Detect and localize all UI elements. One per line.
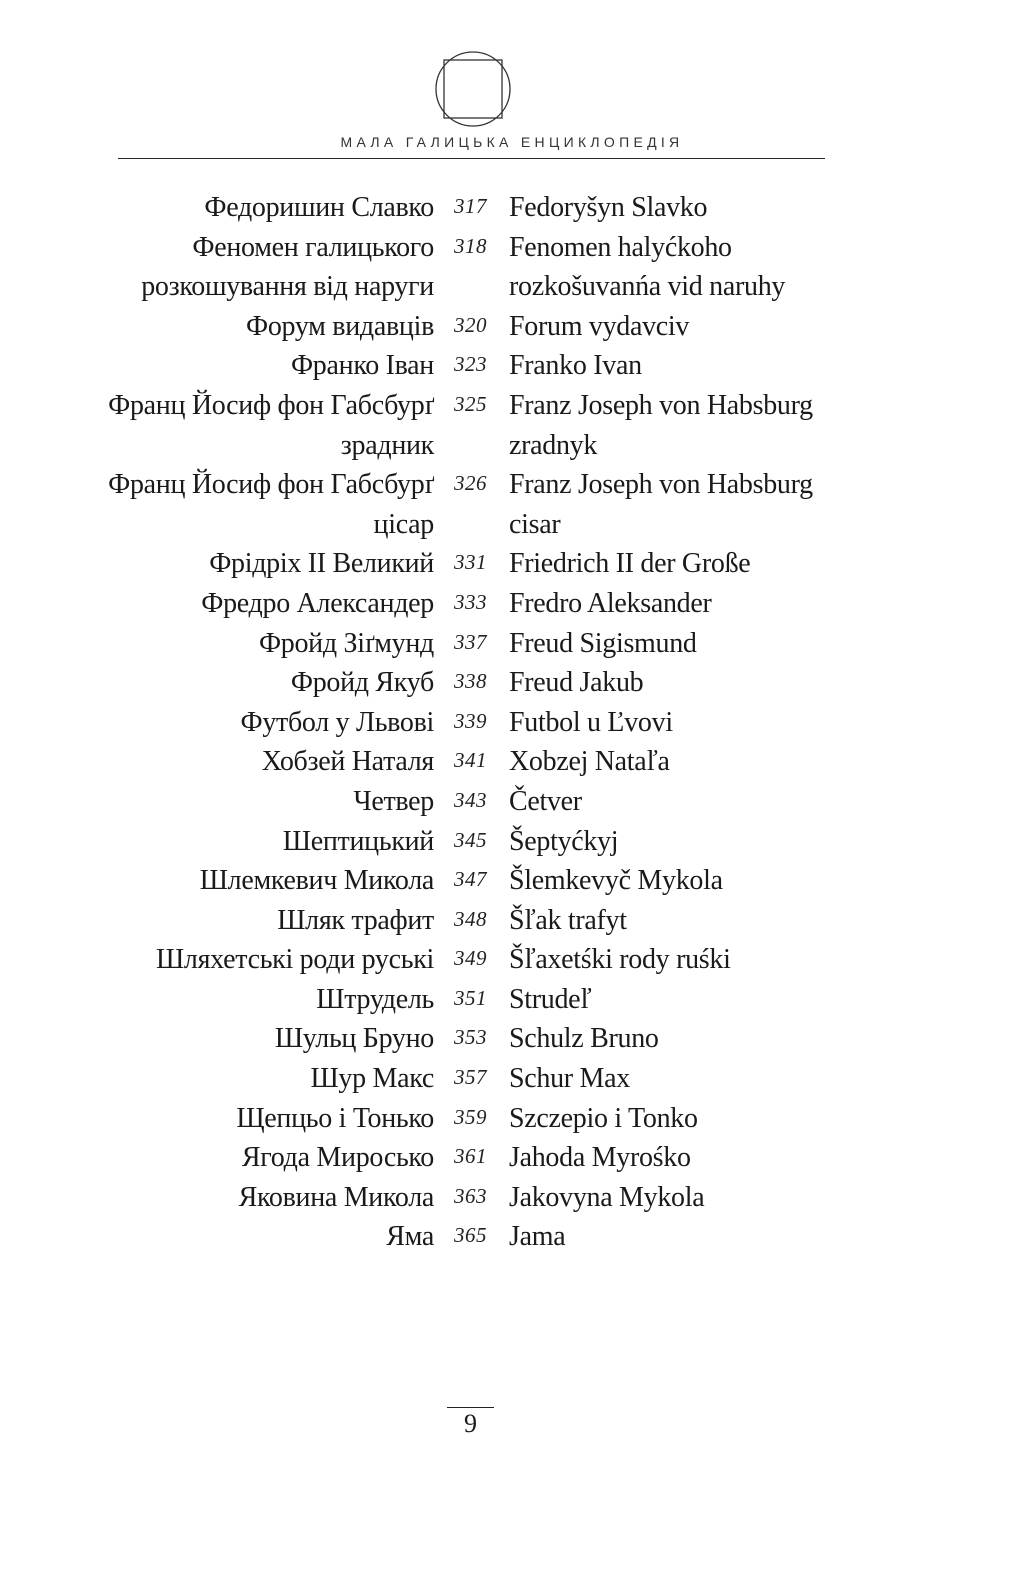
toc-row [0, 426, 1024, 466]
entry-page-number: 325 [454, 391, 487, 416]
entry-title-ukrainian: Футбол у Львові [240, 706, 434, 738]
entry-title-latin: rozkošuvanńa vid naruhy [509, 271, 786, 303]
toc-row [0, 1059, 1024, 1099]
entry-title-latin: Friedrich II der Große [509, 548, 751, 580]
toc-row [0, 624, 1024, 664]
entry-title-latin: Freud Jakub [509, 667, 644, 699]
entry-title-latin: Xobzej Nataľa [509, 746, 670, 778]
entry-title-latin: Šlemkevyč Mykola [509, 865, 723, 897]
entry-title-latin: Franz Joseph von Habsburg [509, 469, 813, 501]
entry-title-latin: Šľaxetśki rody ruśki [509, 944, 731, 976]
table-of-contents [0, 188, 1024, 1257]
page-number: 9 [464, 1409, 477, 1438]
entry-title-ukrainian: Шульц Бруно [274, 1023, 434, 1055]
entry-title-ukrainian: Франко Іван [290, 350, 434, 382]
entry-title-latin: Četver [509, 785, 582, 817]
entry-title-latin: Jakovyna Mykola [509, 1181, 705, 1213]
entry-title-ukrainian: Четвер [353, 785, 434, 817]
toc-row [0, 346, 1024, 386]
entry-title-latin: Strudeľ [509, 983, 592, 1015]
entry-title-ukrainian: Шлемкевич Микола [199, 865, 434, 897]
toc-row [0, 980, 1024, 1020]
entry-page-number: 359 [454, 1104, 487, 1129]
toc-row [0, 544, 1024, 584]
toc-row [0, 1138, 1024, 1178]
entry-title-ukrainian: Фройд Зіґмунд [258, 627, 434, 659]
entry-title-ukrainian: Феномен галицького [192, 231, 434, 263]
entry-page-number: 347 [454, 867, 487, 892]
entry-title-ukrainian: Фрідріх II Великий [209, 548, 434, 580]
entry-title-latin: Futbol u Ľvovi [509, 706, 673, 738]
entry-title-ukrainian: Шептицький [282, 825, 434, 857]
toc-row [0, 901, 1024, 941]
toc-row [0, 742, 1024, 782]
entry-title-latin: Szczepio i Tonko [509, 1102, 698, 1134]
entry-title-ukrainian: Яковина Микола [238, 1181, 434, 1213]
entry-title-latin: Freud Sigismund [509, 627, 697, 659]
entry-title-latin: Franko Ivan [509, 350, 642, 382]
entry-page-number: 323 [454, 352, 487, 377]
entry-page-number: 320 [454, 312, 487, 337]
toc-row [0, 663, 1024, 703]
toc-row [0, 1099, 1024, 1139]
entry-title-ukrainian: Шур Макс [310, 1063, 434, 1095]
entry-title-ukrainian: зрадник [340, 429, 434, 461]
running-header-title: МАЛА ГАЛИЦЬКА ЕНЦИКЛОПЕДІЯ [340, 134, 684, 150]
entry-title-latin: Schulz Bruno [509, 1023, 659, 1055]
entry-title-latin: Franz Joseph von Habsburg [509, 389, 813, 421]
entry-title-latin: Forum vydavciv [509, 310, 690, 342]
header-divider [118, 158, 825, 159]
toc-row [0, 465, 1024, 505]
toc-row [0, 505, 1024, 545]
toc-row [0, 782, 1024, 822]
entry-page-number: 331 [454, 550, 487, 575]
entry-title-latin: Fenomen halyćkoho [509, 231, 732, 263]
entry-title-latin: Fedoryšyn Slavko [509, 192, 708, 223]
entry-page-number: 337 [454, 629, 487, 654]
entry-title-latin: Fredro Aleksander [509, 587, 712, 619]
entry-page-number: 341 [454, 748, 487, 773]
entry-title-latin: Jama [509, 1221, 566, 1253]
entry-title-latin: cisar [509, 508, 561, 540]
entry-page-number: 338 [454, 669, 487, 694]
toc-row [0, 822, 1024, 862]
toc-row [0, 584, 1024, 624]
toc-row [0, 188, 1024, 228]
circle-square-emblem-icon [434, 50, 512, 128]
entry-page-number: 365 [454, 1223, 487, 1248]
entry-page-number: 353 [454, 1025, 487, 1050]
entry-page-number: 343 [454, 787, 487, 812]
entry-page-number: 317 [454, 194, 487, 218]
entry-page-number: 339 [454, 708, 487, 733]
entry-title-ukrainian: цісар [373, 508, 434, 540]
entry-title-ukrainian: Форум видавців [246, 310, 434, 342]
entry-page-number: 318 [454, 233, 487, 258]
entry-page-number: 345 [454, 827, 487, 852]
entry-page-number: 363 [454, 1183, 487, 1208]
entry-title-ukrainian: Щепцьо і Тонько [236, 1102, 434, 1134]
entry-title-latin: zradnyk [509, 429, 598, 461]
toc-row [0, 861, 1024, 901]
entry-title-ukrainian: Фройд Якуб [290, 667, 434, 699]
toc-row [0, 228, 1024, 268]
entry-page-number: 361 [454, 1144, 487, 1169]
entry-title-ukrainian: Федоришин Славко [204, 192, 434, 223]
entry-title-ukrainian: Шляк трафит [277, 904, 434, 936]
entry-title-latin: Šľak trafyt [509, 904, 627, 936]
toc-row [0, 267, 1024, 307]
entry-title-latin: Jahoda Myrośko [509, 1142, 691, 1174]
toc-row [0, 1217, 1024, 1257]
toc-row [0, 307, 1024, 347]
toc-row [0, 940, 1024, 980]
entry-title-latin: Šeptyćkyj [509, 825, 619, 857]
entry-title-ukrainian: Ягода Миросько [241, 1142, 434, 1174]
entry-title-ukrainian: Франц Йосиф фон Габсбурґ [108, 389, 434, 421]
entry-title-ukrainian: Штрудель [316, 983, 434, 1015]
entry-page-number: 333 [454, 589, 487, 614]
entry-title-ukrainian: Шляхетські роди руські [155, 944, 434, 976]
toc-row [0, 1178, 1024, 1218]
entry-title-ukrainian: Фредро Александер [201, 587, 434, 619]
entry-page-number: 326 [454, 471, 487, 496]
toc-row [0, 386, 1024, 426]
entry-title-ukrainian: Хобзей Наталя [261, 746, 434, 778]
entry-title-ukrainian: розкошування від наруги [141, 271, 434, 303]
entry-title-ukrainian: Франц Йосиф фон Габсбурґ [108, 469, 434, 501]
entry-page-number: 349 [454, 946, 487, 971]
entry-page-number: 357 [454, 1065, 487, 1090]
entry-page-number: 351 [454, 985, 487, 1010]
toc-row [0, 1019, 1024, 1059]
toc-row [0, 703, 1024, 743]
entry-title-latin: Schur Max [509, 1063, 630, 1095]
entry-page-number: 348 [454, 906, 487, 931]
entry-title-ukrainian: Яма [386, 1221, 434, 1253]
